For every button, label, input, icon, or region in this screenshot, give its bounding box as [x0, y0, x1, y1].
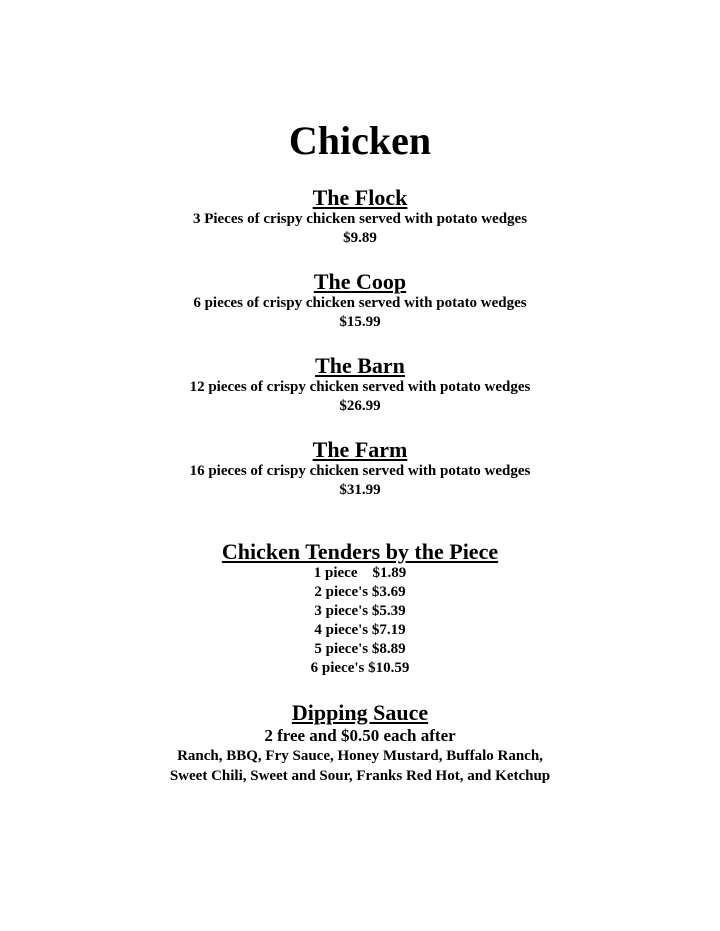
- tender-price-row: 4 piece's $7.19: [314, 622, 406, 638]
- tender-price-row: 3 piece's $5.39: [314, 603, 406, 619]
- dipping-sauce-heading: Dipping Sauce: [291, 700, 429, 725]
- page-title: Chicken: [288, 118, 432, 163]
- item-description: 12 pieces of crispy chicken served with potato wedges: [189, 379, 531, 395]
- dipping-sauce-list-line2: Sweet Chili, Sweet and Sour, Franks Red Hot, and Ketchup: [169, 768, 551, 784]
- tenders-heading: Chicken Tenders by the Piece: [221, 539, 499, 564]
- item-price: $9.89: [343, 230, 377, 246]
- item-description: 16 pieces of crispy chicken served with potato wedges: [189, 463, 531, 479]
- menu-item-the-barn: [0, 354, 720, 416]
- menu-item-the-coop: [0, 270, 720, 332]
- tender-price-row: 1 piece $1.89: [313, 565, 407, 581]
- tenders-section: [0, 540, 720, 678]
- item-description: 6 pieces of crispy chicken served with potato wedges: [193, 295, 527, 311]
- menu-item-the-flock: [0, 186, 720, 248]
- item-price: $31.99: [339, 482, 381, 498]
- dipping-sauce-pricing: 2 free and $0.50 each after: [264, 726, 456, 745]
- tenders-price-list: [0, 564, 720, 678]
- item-description: 3 Pieces of crispy chicken served with potato wedges: [192, 211, 528, 227]
- item-name: The Farm: [312, 437, 408, 462]
- item-name: The Coop: [313, 269, 407, 294]
- dipping-sauce-section: [0, 701, 720, 786]
- tender-price-row: 6 piece's $10.59: [310, 660, 410, 676]
- dipping-sauce-list-line1: Ranch, BBQ, Fry Sauce, Honey Mustard, Buffalo Ranch,: [177, 748, 543, 764]
- item-price: $15.99: [339, 314, 381, 330]
- item-name: The Barn: [315, 353, 405, 378]
- item-name: The Flock: [312, 185, 408, 210]
- menu-item-the-farm: [0, 438, 720, 500]
- item-price: $26.99: [339, 398, 381, 414]
- tender-price-row: 5 piece's $8.89: [314, 641, 406, 657]
- tender-price-row: 2 piece's $3.69: [314, 584, 406, 600]
